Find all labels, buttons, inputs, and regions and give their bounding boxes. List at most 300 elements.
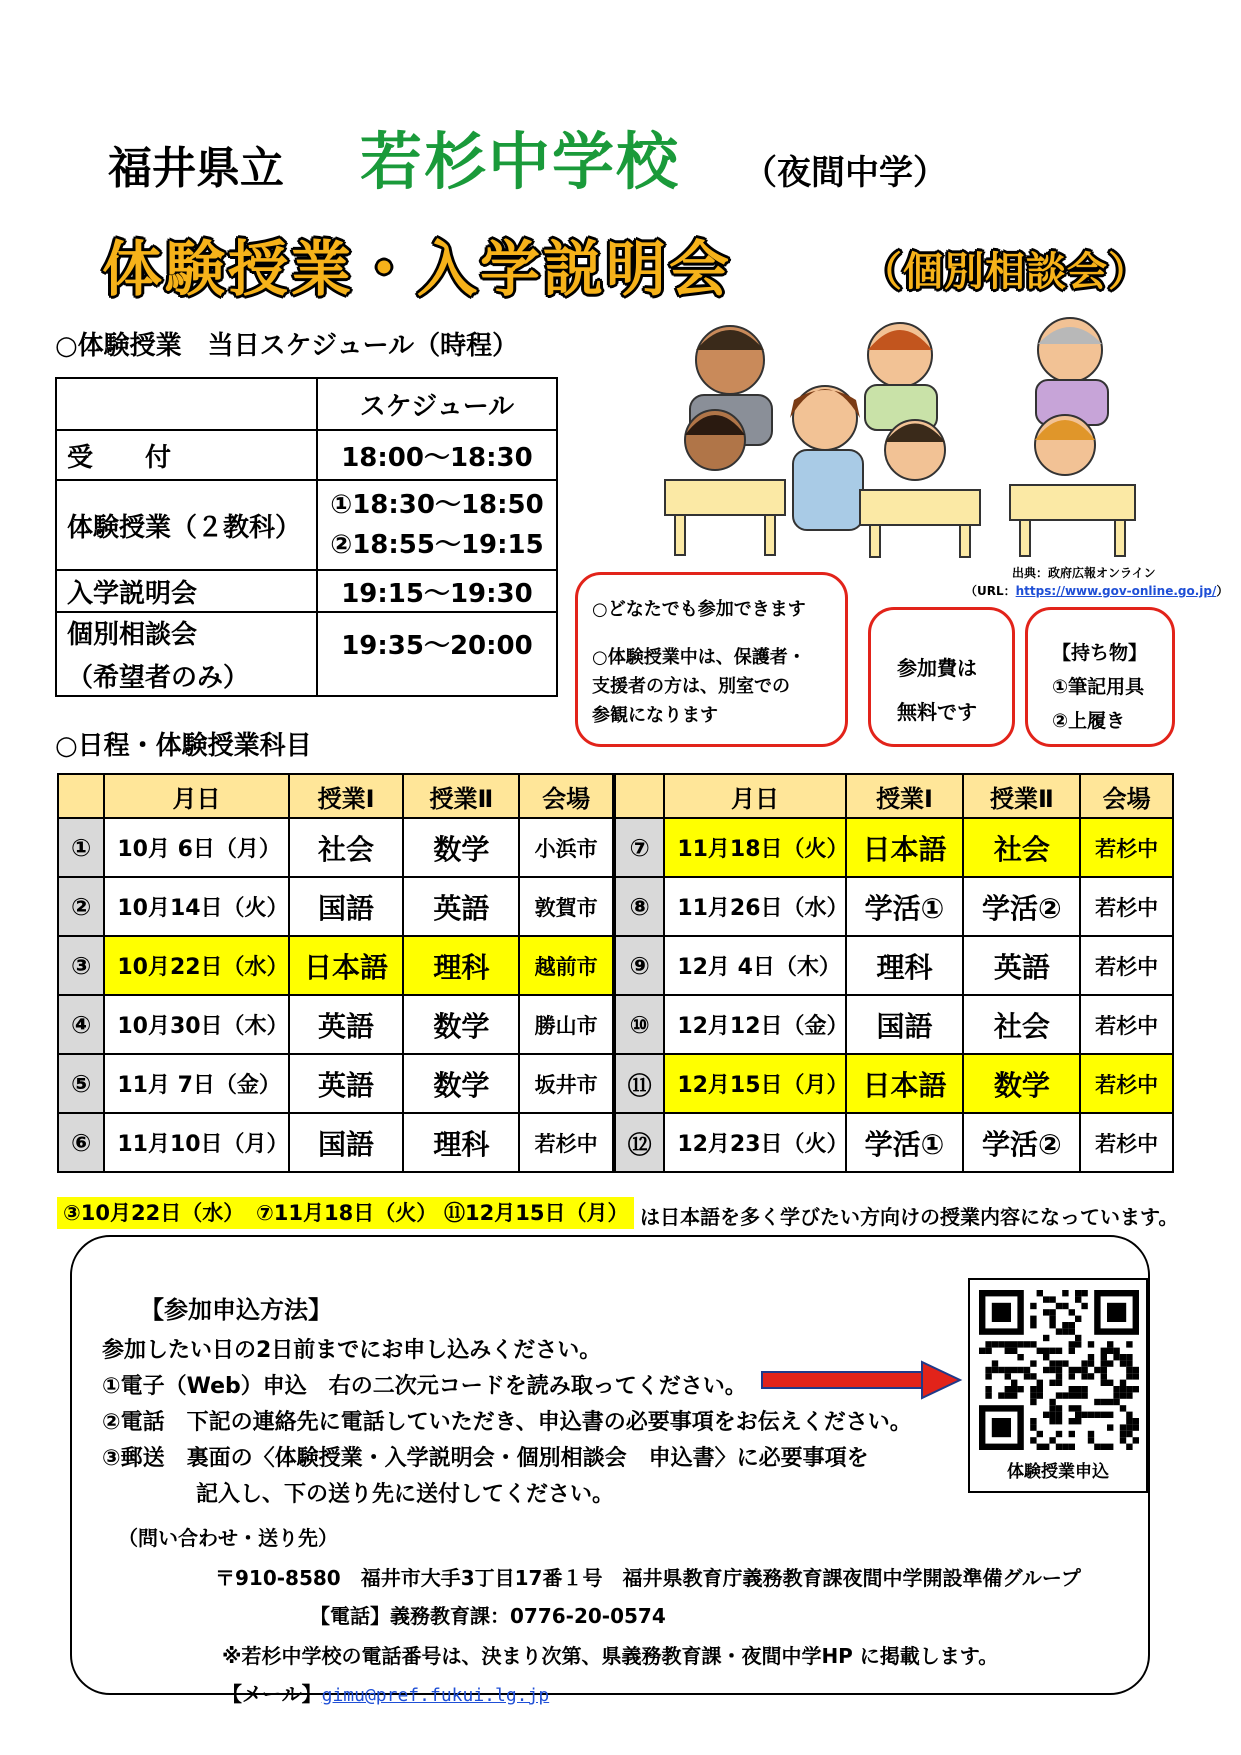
row-venue: 若杉中 [1080,995,1173,1054]
qr-module [1005,1367,1011,1373]
image-credit: 出典：政府広報オンライン [1012,566,1156,580]
row-date: 10月22日（水） [104,936,288,995]
row-class2: 社会 [963,995,1080,1054]
qr-module [1113,1399,1119,1405]
qr-module [1069,1328,1075,1334]
row-class1: 学活① [846,1113,964,1172]
schedule-header: スケジュール [317,378,557,430]
jp-day-highlight: ⑦11月18日（火） [250,1197,443,1229]
jp-day-highlight: ⑪12月15日（月） [438,1197,634,1229]
qr-module [1133,1386,1139,1392]
qr-module [1069,1367,1075,1373]
qr-module [1037,1290,1043,1296]
qr-module [1101,1399,1107,1405]
qr-module [1056,1392,1062,1398]
qr-module [1056,1373,1062,1379]
qr-module [1049,1348,1055,1354]
qr-module [1094,1412,1100,1418]
qr-module [1037,1431,1043,1437]
schedule-time: ②18:55～19:15 [330,530,544,560]
qr-module [1030,1322,1036,1328]
header-date: 月日 [104,774,288,818]
qr-module [985,1373,991,1379]
qr-module [1126,1386,1132,1392]
row-class1: 英語 [289,1054,404,1113]
qr-module [1017,1367,1023,1373]
row-date: 11月18日（火） [664,818,845,877]
qr-module [1126,1341,1132,1347]
row-date: 11月10日（月） [104,1113,288,1172]
qr-module [1101,1412,1107,1418]
qr-module [1043,1348,1049,1354]
qr-module [1049,1437,1055,1443]
contact-phone: 【電話】義務教育課：0776-20-0574 [310,1604,666,1628]
schedule-heading: ○体験授業 当日スケジュール（時程） [55,331,519,361]
qr-module [1081,1392,1087,1398]
qr-module [1043,1354,1049,1360]
qr-module [1120,1405,1126,1411]
qr-module [1107,1303,1126,1322]
qr-module [1120,1354,1126,1360]
header-class2: 授業Ⅱ [403,774,519,818]
qr-module [1056,1380,1062,1386]
qr-module [992,1360,998,1366]
qr-module [1056,1360,1062,1366]
qr-module [1056,1444,1062,1450]
qr-module [1075,1290,1081,1296]
qr-module [1049,1418,1055,1424]
qr-module [1133,1437,1139,1443]
qr-module [998,1341,1004,1347]
qr-module [1126,1418,1132,1424]
row-date: 12月15日（月） [664,1054,845,1113]
schedule-label-pair [56,612,317,696]
qr-module [1075,1418,1081,1424]
qr-module [1101,1360,1107,1366]
qr-module [1069,1341,1075,1347]
row-venue: 若杉中 [1080,1113,1173,1172]
school-name: 若杉中学校 [360,125,681,198]
qr-module [1088,1412,1094,1418]
note-box-fee [868,607,1015,747]
apply-line-mail-cont: 記入し、下の送り先に送付してください。 [196,1482,615,1507]
row-class1: 日本語 [846,1054,964,1113]
header-class2: 授業Ⅱ [963,774,1080,818]
apply-line-mail: ③郵送 裏面の〈体験授業・入学説明会・個別相談会 申込書〉に必要事項を [102,1446,869,1471]
qr-module [1030,1360,1036,1366]
qr-module [992,1418,1011,1437]
schedule-time: 19:15～19:30 [317,570,557,612]
qr-module [1075,1412,1081,1418]
row-class1: 英語 [289,995,404,1054]
apply-line: 参加したい日の2日前までにお申し込みください。 [102,1338,602,1363]
qr-module [1088,1437,1094,1443]
contact-address: 〒910-8580 福井市大手3丁目17番１号 福井県教育庁義務教育課夜間中学開設準備グループ [215,1566,1081,1590]
row-class2: 数学 [963,1054,1080,1113]
qr-module [1113,1348,1119,1354]
qr-module [1126,1360,1132,1366]
row-number: ③ [58,936,104,995]
row-class1: 社会 [289,818,404,877]
qr-module [1049,1405,1055,1411]
header-class1: 授業Ⅰ [846,774,964,818]
schedule-label-note: （希望者のみ） [67,663,250,693]
dates-table [57,773,1174,1173]
qr-module [1011,1348,1017,1354]
qr-module [1062,1444,1068,1450]
image-credit-url-line [965,582,1228,599]
qr-module [1049,1412,1055,1418]
qr-module [1081,1373,1087,1379]
qr-module [979,1348,985,1354]
qr-module [1030,1341,1036,1347]
qr-module [1088,1360,1094,1366]
qr-module [1049,1380,1055,1386]
schedule-label: 体験授業（２教科） [56,480,317,570]
note-box-items [1025,607,1175,747]
header-venue: 会場 [519,774,614,818]
qr-module [985,1392,991,1398]
row-class2: 英語 [403,877,519,936]
qr-module [1126,1431,1132,1437]
qr-module [1069,1418,1075,1424]
row-number: ⑤ [58,1054,104,1113]
qr-module [1062,1303,1068,1309]
qr-module [1037,1386,1043,1392]
qr-module [1101,1380,1107,1386]
contact-title: （問い合わせ・送り先） [118,1526,338,1550]
qr-module [992,1367,998,1373]
row-date: 10月30日（木） [104,995,288,1054]
schedule-label: 個別相談会 [67,620,198,650]
schedule-time: ①18:30～18:50 [330,490,544,520]
schedule-time: 18:00～18:30 [317,430,557,480]
qr-module [1049,1399,1055,1405]
qr-module [1126,1392,1132,1398]
qr-module [1056,1405,1062,1411]
qr-module [1043,1335,1049,1341]
qr-module [1101,1373,1107,1379]
qr-module [1069,1405,1075,1411]
event-title: 体験授業・入学説明会 [102,235,732,305]
note-anyone: ○どなたでも参加できます [592,599,806,620]
row-venue: 若杉中 [1080,1054,1173,1113]
qr-module [1126,1412,1132,1418]
row-number: ⑩ [614,995,664,1054]
qr-module [1113,1386,1119,1392]
qr-module [1075,1335,1081,1341]
qr-module [1049,1322,1055,1328]
dates-heading: ○日程・体験授業科目 [55,731,312,761]
qr-module [1024,1373,1030,1379]
qr-module [1088,1354,1094,1360]
row-class1: 理科 [846,936,964,995]
qr-module [1075,1386,1081,1392]
qr-module [1107,1424,1113,1430]
qr-module [1107,1380,1113,1386]
qr-module [1081,1360,1087,1366]
schedule-header-blank [56,378,317,430]
row-class2: 英語 [963,936,1080,995]
qr-module [992,1303,1011,1322]
qr-module [1075,1392,1081,1398]
header-venue: 会場 [1080,774,1173,818]
qr-module [1030,1437,1036,1443]
qr-module [1081,1303,1087,1309]
header-blank [614,774,664,818]
header-class1: 授業Ⅰ [289,774,404,818]
qr-module [1088,1431,1094,1437]
qr-module [992,1341,998,1347]
qr-module [985,1341,991,1347]
qr-module [1069,1309,1075,1315]
qr-module [1049,1360,1055,1366]
header-blank [58,774,104,818]
qr-module [1069,1322,1075,1328]
row-date: 10月14日（火） [104,877,288,936]
row-class1: 日本語 [289,936,404,995]
qr-module [1107,1360,1113,1366]
row-class2: 数学 [403,1054,519,1113]
row-class1: 国語 [846,995,964,1054]
qr-module [1049,1367,1055,1373]
qr-module [1107,1412,1113,1418]
qr-module [1043,1367,1049,1373]
credit-prefix: （URL： [965,584,1016,598]
qr-module [1005,1373,1011,1379]
qr-module [1037,1380,1043,1386]
qr-module [998,1392,1004,1398]
apply-line-phone: ②電話 下記の連絡先に電話していただき、申込書の必要事項をお伝えください。 [102,1410,912,1435]
row-date: 12月12日（金） [664,995,845,1054]
qr-code-icon[interactable] [979,1290,1139,1450]
row-class1: 学活① [846,877,964,936]
row-venue: 若杉中 [519,1113,614,1172]
qr-module [1043,1309,1049,1315]
qr-module [1107,1444,1113,1450]
qr-caption: 体験授業申込 [1007,1462,1109,1482]
row-number: ⑥ [58,1113,104,1172]
qr-module [1126,1354,1132,1360]
note-box-participation [575,572,848,747]
qr-module [1101,1354,1107,1360]
qr-module [1024,1341,1030,1347]
row-class1: 国語 [289,1113,404,1172]
arrow-right-icon [760,1360,965,1400]
qr-module [985,1386,991,1392]
items-title: 【持ち物】 [1052,642,1148,664]
row-class1: 国語 [289,877,404,936]
mail-label: 【メール】 [222,1682,322,1706]
row-class2: 社会 [963,818,1080,877]
qr-module [1037,1444,1043,1450]
qr-module [1069,1431,1075,1437]
qr-module [1133,1367,1139,1373]
qr-module [1126,1444,1132,1450]
qr-module [1088,1341,1094,1347]
row-venue: 若杉中 [1080,877,1173,936]
qr-module [1011,1367,1017,1373]
qr-module [1101,1367,1107,1373]
qr-module [1069,1444,1075,1450]
qr-module [1101,1444,1107,1450]
qr-module [1030,1392,1036,1398]
qr-module [1037,1392,1043,1398]
qr-module [1056,1418,1062,1424]
contact-mail-line [222,1678,549,1707]
qr-module [1030,1303,1036,1309]
qr-module [1011,1386,1017,1392]
table-row [58,936,1173,995]
qr-module [1133,1373,1139,1379]
items-line: ②上履き [1052,710,1126,732]
qr-module [1088,1373,1094,1379]
row-class2: 理科 [403,1113,519,1172]
qr-module [1043,1444,1049,1450]
row-venue: 小浜市 [519,818,614,877]
contact-note: ※若杉中学校の電話番号は、決まり次第、県義務教育課・夜間中学HP に掲載します。 [222,1644,999,1668]
row-number: ① [58,818,104,877]
jp-day-highlight: ③10月22日（水） [57,1197,250,1229]
mail-link[interactable]: gimu@pref.fukui.lg.jp [321,1685,550,1706]
row-date: 12月23日（火） [664,1113,845,1172]
qr-module [1043,1296,1049,1302]
qr-module [1062,1360,1068,1366]
items-line: ①筆記用具 [1052,676,1145,698]
qr-module [1005,1348,1011,1354]
qr-module [1056,1348,1062,1354]
qr-module [1069,1386,1075,1392]
table-row [58,818,1173,877]
row-number: ⑪ [614,1054,664,1113]
qr-module [1075,1341,1081,1347]
qr-module [1094,1399,1100,1405]
qr-module [1030,1373,1036,1379]
qr-module [1120,1380,1126,1386]
header-date: 月日 [664,774,845,818]
qr-module [1017,1341,1023,1347]
fee-line: 参加費は [897,656,977,680]
note-observe-line: 参観になります [592,705,718,726]
qr-module [1075,1405,1081,1411]
qr-module [1081,1367,1087,1373]
row-venue: 若杉中 [1080,818,1173,877]
row-venue: 坂井市 [519,1054,614,1113]
qr-module [1107,1341,1113,1347]
qr-module [998,1367,1004,1373]
qr-module [1120,1437,1126,1443]
row-venue: 若杉中 [1080,936,1173,995]
note-observe-line: ○体験授業中は、保護者・ [592,647,806,668]
qr-module [1030,1316,1036,1322]
qr-module [1120,1424,1126,1430]
row-date: 11月26日（水） [664,877,845,936]
qr-module [1126,1367,1132,1373]
schedule-label: 入学説明会 [56,570,317,612]
row-class1: 日本語 [846,818,964,877]
qr-code-panel[interactable] [968,1278,1148,1493]
qr-module [1011,1341,1017,1347]
qr-module [1075,1296,1081,1302]
qr-module [1056,1412,1062,1418]
school-suffix: （夜間中学） [743,153,947,193]
qr-module [1094,1444,1100,1450]
note-observe-line: 支援者の方は、別室での [592,676,790,697]
qr-module [1120,1431,1126,1437]
qr-module [1062,1290,1068,1296]
qr-module [985,1367,991,1373]
qr-module [1126,1373,1132,1379]
qr-module [1030,1399,1036,1405]
row-number: ② [58,877,104,936]
row-venue: 越前市 [519,936,614,995]
qr-module [1056,1303,1062,1309]
row-class2: 学活② [963,1113,1080,1172]
qr-module [1037,1348,1043,1354]
qr-module [1030,1418,1036,1424]
qr-module [1049,1309,1055,1315]
schedule-table [55,377,558,697]
qr-module [1133,1418,1139,1424]
row-class2: 理科 [403,936,519,995]
qr-module [1017,1354,1023,1360]
qr-module [1107,1399,1113,1405]
row-number: ⑨ [614,936,664,995]
table-row [58,1113,1173,1172]
row-class2: 数学 [403,818,519,877]
row-date: 11月 7日（金） [104,1054,288,1113]
qr-module [1049,1316,1055,1322]
event-subtitle: （個別相談会） [862,249,1149,295]
qr-module [1120,1360,1126,1366]
qr-module [1056,1367,1062,1373]
schedule-time: 19:35～20:00 [317,612,557,696]
qr-module [1133,1424,1139,1430]
row-number: ⑫ [614,1113,664,1172]
qr-module [1024,1367,1030,1373]
row-number: ④ [58,995,104,1054]
qr-module [1069,1392,1075,1398]
qr-module [1017,1386,1023,1392]
prefecture-label: 福井県立 [108,143,284,194]
row-venue: 敦賀市 [519,877,614,936]
qr-module [1062,1392,1068,1398]
schedule-label: 受 付 [56,430,317,480]
qr-module [1120,1386,1126,1392]
apply-title: 【参加申込方法】 [140,1296,332,1324]
qr-module [1011,1392,1017,1398]
row-class2: 数学 [403,995,519,1054]
table-row [58,877,1173,936]
qr-module [1062,1322,1068,1328]
qr-module [1005,1392,1011,1398]
qr-module [1075,1316,1081,1322]
qr-module [1005,1341,1011,1347]
classroom-illustration [660,310,1140,560]
qr-module [1101,1348,1107,1354]
qr-module [1120,1392,1126,1398]
qr-module [1062,1328,1068,1334]
qr-module [1081,1386,1087,1392]
qr-module [1056,1328,1062,1334]
qr-module [1049,1296,1055,1302]
qr-module [985,1348,991,1354]
qr-module [1126,1424,1132,1430]
qr-module [1011,1380,1017,1386]
qr-module [1113,1354,1119,1360]
row-date: 10月 6日（月） [104,818,288,877]
credit-url-link[interactable]: https://www.gov-online.go.jp/ [1015,584,1217,598]
